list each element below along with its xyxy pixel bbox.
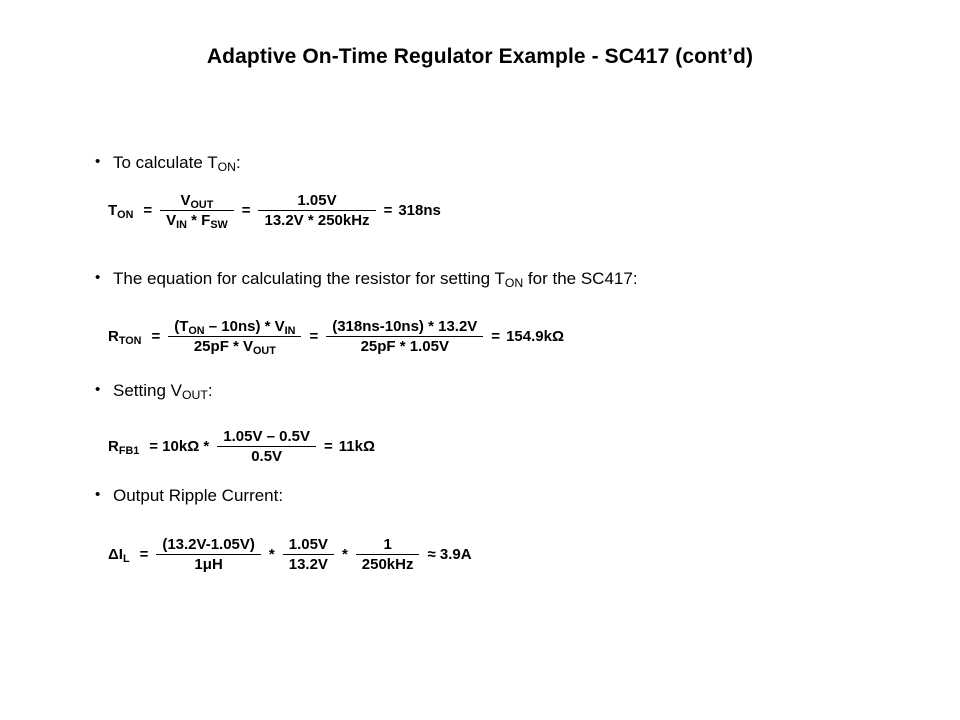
equation-lhs xyxy=(108,202,134,222)
bullet-text-post: : xyxy=(235,153,241,172)
bullet-marker-icon: • xyxy=(95,486,101,503)
num-sub: OUT xyxy=(190,199,214,212)
equation-result: 11kΩ xyxy=(338,438,375,455)
num-base-b: – 10ns) * V xyxy=(204,318,285,335)
equals-sign: = xyxy=(139,546,149,563)
bullet-text xyxy=(113,152,241,173)
fraction-denominator xyxy=(168,337,301,358)
bullet-item-output-ripple-current xyxy=(95,485,283,506)
den-sub-b: SW xyxy=(210,219,228,232)
fraction-rton-numeric xyxy=(326,318,483,355)
fraction-numerator: 1 xyxy=(356,536,420,555)
bullet-text-post: for the SC417: xyxy=(523,269,638,288)
bullet-item-setting-vout xyxy=(95,380,213,401)
equals-and-multiplier: = 10kΩ * xyxy=(149,438,210,455)
bullet-text-sub: ON xyxy=(504,276,524,291)
fraction-numerator: 1.05V – 0.5V xyxy=(217,428,316,447)
num-base-a: (T xyxy=(174,318,189,335)
fraction-numerator xyxy=(168,318,301,337)
equals-sign: = xyxy=(143,202,153,219)
equation-result: 154.9kΩ xyxy=(506,328,564,345)
multiply-sign-1: * xyxy=(268,546,275,563)
fraction-denominator: 13.2V * 250kHz xyxy=(264,212,370,229)
equation-lhs-base: R xyxy=(108,438,119,455)
equation-lhs-base: ΔI xyxy=(108,546,123,563)
fraction-denominator: 250kHz xyxy=(361,556,414,573)
fraction-vout-over-vin-fsw xyxy=(160,192,234,232)
equation-result: 318ns xyxy=(398,202,441,219)
bullet-text: Output Ripple Current: xyxy=(113,486,284,505)
fraction-numerator xyxy=(160,192,234,211)
equals-sign-2: = xyxy=(323,438,333,455)
fraction-numeric-ton xyxy=(258,192,375,229)
bullet-text xyxy=(113,380,213,401)
fraction-one-over-frequency xyxy=(356,536,420,573)
fraction-rton-symbolic xyxy=(168,318,301,358)
bullet-text-post: : xyxy=(207,381,213,400)
equals-sign-3: = xyxy=(491,328,501,345)
equation-rfb1 xyxy=(108,428,375,465)
fraction-numerator: (318ns-10ns) * 13.2V xyxy=(326,318,483,337)
den-sub-a: OUT xyxy=(253,345,276,358)
den-base-b: * F xyxy=(186,212,211,229)
fraction-numerator: (13.2V-1.05V) xyxy=(156,536,261,555)
den-base-a: V xyxy=(166,212,177,229)
equation-rton xyxy=(108,318,564,358)
bullet-marker-icon: • xyxy=(95,153,101,170)
equation-ton xyxy=(108,192,441,232)
equation-lhs-sub: TON xyxy=(118,335,142,348)
equation-lhs xyxy=(108,438,140,458)
equals-sign-3: = xyxy=(383,202,393,219)
equation-result: ≈ 3.9A xyxy=(427,546,472,563)
fraction-vout-over-vin xyxy=(283,536,334,573)
fraction-denominator xyxy=(160,211,234,232)
num-base: V xyxy=(180,192,191,209)
fraction-voltage-diff-over-inductance xyxy=(156,536,261,573)
bullet-text xyxy=(113,268,638,289)
bullet-marker-icon: • xyxy=(95,381,101,398)
fraction-numerator: 1.05V xyxy=(283,536,334,555)
equals-sign: = xyxy=(151,328,161,345)
equation-lhs xyxy=(108,546,130,566)
fraction-rfb1 xyxy=(217,428,316,465)
fraction-numerator: 1.05V xyxy=(258,192,375,211)
equals-sign-2: = xyxy=(241,202,251,219)
equation-lhs xyxy=(108,328,142,348)
equation-ripple-current xyxy=(108,536,478,573)
fraction-denominator: 0.5V xyxy=(251,448,283,465)
equation-lhs-sub: FB1 xyxy=(118,445,140,458)
bullet-marker-icon: • xyxy=(95,269,101,286)
bullet-text-pre: The equation for calculating the resistor for setting T xyxy=(113,269,505,288)
bullet-item-calculate-ton xyxy=(95,152,241,173)
equation-lhs-base: R xyxy=(108,328,119,345)
fraction-denominator: 1μH xyxy=(194,556,223,573)
equation-lhs-sub: ON xyxy=(117,209,134,222)
bullet-text-sub: ON xyxy=(217,160,236,175)
page-title: Adaptive On-Time Regulator Example - SC417 (cont’d) xyxy=(206,45,754,68)
bullet-text-sub: OUT xyxy=(182,388,208,403)
den-sub-a: IN xyxy=(176,219,187,232)
num-sub-b: IN xyxy=(284,325,296,338)
fraction-denominator: 25pF * 1.05V xyxy=(360,338,449,355)
equation-lhs-base: T xyxy=(108,202,118,219)
fraction-denominator: 13.2V xyxy=(288,556,328,573)
bullet-text-pre: Setting V xyxy=(113,381,182,400)
equation-lhs-sub: L xyxy=(122,553,130,566)
bullet-item-resistor-equation xyxy=(95,268,638,289)
num-sub-a: ON xyxy=(188,325,205,338)
equals-sign-2: = xyxy=(309,328,319,345)
den-base-a: 25pF * V xyxy=(193,338,254,355)
multiply-sign-2: * xyxy=(341,546,348,563)
bullet-text-pre: To calculate T xyxy=(113,153,218,172)
